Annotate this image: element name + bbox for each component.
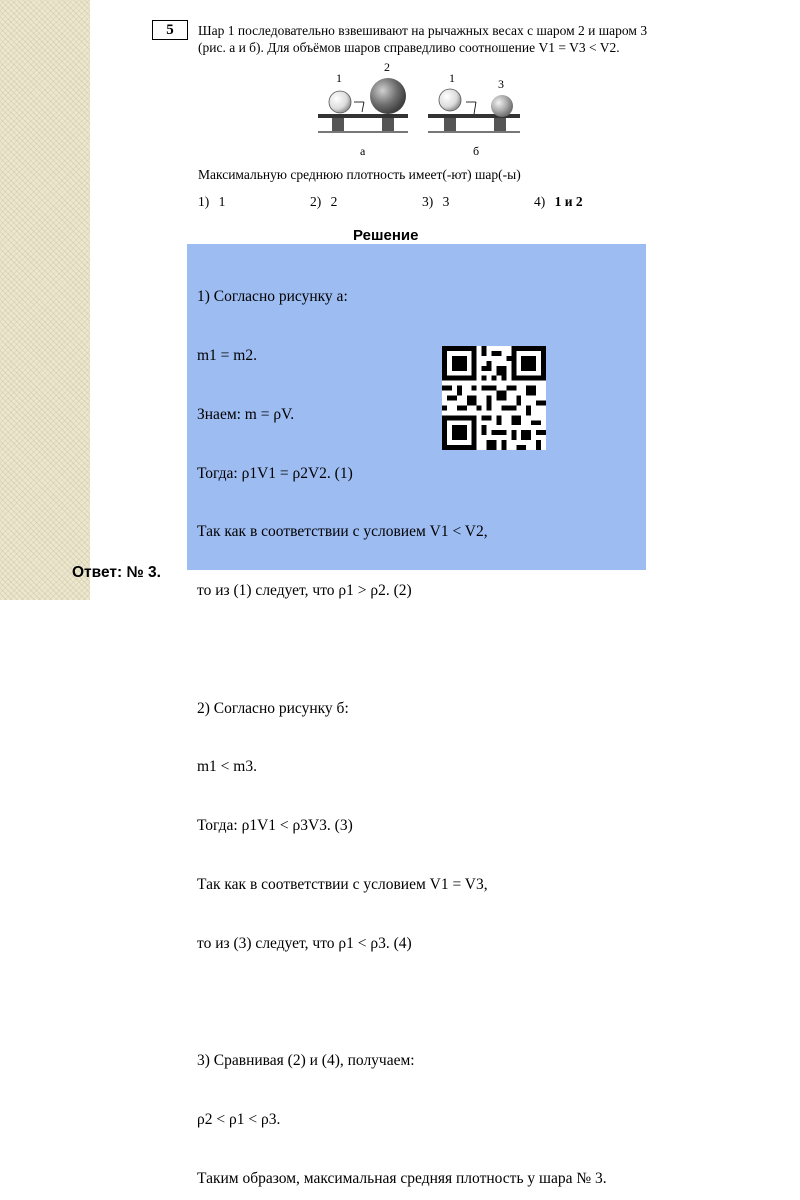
ball-3 bbox=[491, 95, 513, 117]
solution-line: 3) Сравнивая (2) и (4), получаем: bbox=[197, 1052, 415, 1070]
ball-1-b bbox=[439, 89, 461, 111]
option-1 bbox=[198, 194, 225, 210]
solution-line: 1) Согласно рисунку а: bbox=[197, 288, 348, 306]
option-number: 4) bbox=[534, 194, 546, 209]
task-number: 5 bbox=[152, 20, 188, 40]
balance-figure bbox=[316, 62, 616, 162]
solution-line: Так как в соответствии с условием V1 < V2, bbox=[197, 523, 488, 541]
decorative-sidebar bbox=[0, 0, 90, 600]
solution-box bbox=[187, 244, 646, 1187]
balance-a bbox=[318, 62, 408, 158]
statement-line-2: (рис. а и б). Для объёмов шаров справедливо соотношение V1 = V3 < V2. bbox=[198, 40, 620, 55]
answer-text: Ответ: № 3. bbox=[72, 564, 161, 581]
solution-line: Тогда: ρ1V1 = ρ2V2. (1) bbox=[197, 464, 353, 482]
option-text: 3 bbox=[442, 194, 450, 209]
option-number: 3) bbox=[422, 194, 434, 209]
solution-line: Знаем: m = ρV. bbox=[197, 405, 295, 423]
solution-line: m1 < m3. bbox=[197, 758, 257, 776]
option-text: 1 и 2 bbox=[554, 194, 583, 209]
option-4 bbox=[534, 194, 583, 210]
option-2 bbox=[310, 194, 337, 210]
task-statement bbox=[198, 22, 647, 56]
solution-line: Тогда: ρ1V1 < ρ3V3. (3) bbox=[197, 817, 353, 835]
ball-1-a bbox=[329, 91, 351, 113]
option-text: 1 bbox=[218, 194, 226, 209]
ball-label: 3 bbox=[498, 77, 504, 91]
figure-label-b: б bbox=[473, 144, 480, 158]
qr-code-icon bbox=[442, 346, 546, 450]
option-number: 2) bbox=[310, 194, 322, 209]
ball-label: 1 bbox=[449, 71, 455, 85]
option-text: 2 bbox=[330, 194, 338, 209]
solution-heading: Решение bbox=[353, 227, 419, 244]
balance-b bbox=[428, 71, 520, 158]
solution-line bbox=[197, 640, 607, 660]
solution-line: то из (1) следует, что ρ1 > ρ2. (2) bbox=[197, 582, 412, 600]
answer-options bbox=[198, 194, 658, 212]
task-question: Максимальную среднюю плотность имеет(-ют) шар(-ы) bbox=[198, 167, 521, 182]
solution-line: 2) Согласно рисунку б: bbox=[197, 699, 349, 717]
ball-label: 2 bbox=[384, 62, 390, 74]
solution-line: то из (3) следует, что ρ1 < ρ3. (4) bbox=[197, 934, 412, 952]
solution-line bbox=[197, 993, 607, 1013]
option-3 bbox=[422, 194, 449, 210]
statement-line-1: Шар 1 последовательно взвешивают на рычажных весах с шаром 2 и шаром 3 bbox=[198, 23, 648, 38]
solution-line: Так как в соответствии с условием V1 = V3, bbox=[197, 876, 488, 893]
solution-line: m1 = m2. bbox=[197, 346, 257, 364]
solution-line: Таким образом, максимальная средняя плотность у шара № 3. bbox=[197, 1169, 607, 1187]
option-number: 1) bbox=[198, 194, 210, 209]
solution-line: ρ2 < ρ1 < ρ3. bbox=[197, 1111, 281, 1129]
figure-label-a: а bbox=[360, 144, 366, 158]
ball-2 bbox=[370, 78, 406, 114]
ball-label: 1 bbox=[336, 71, 342, 85]
